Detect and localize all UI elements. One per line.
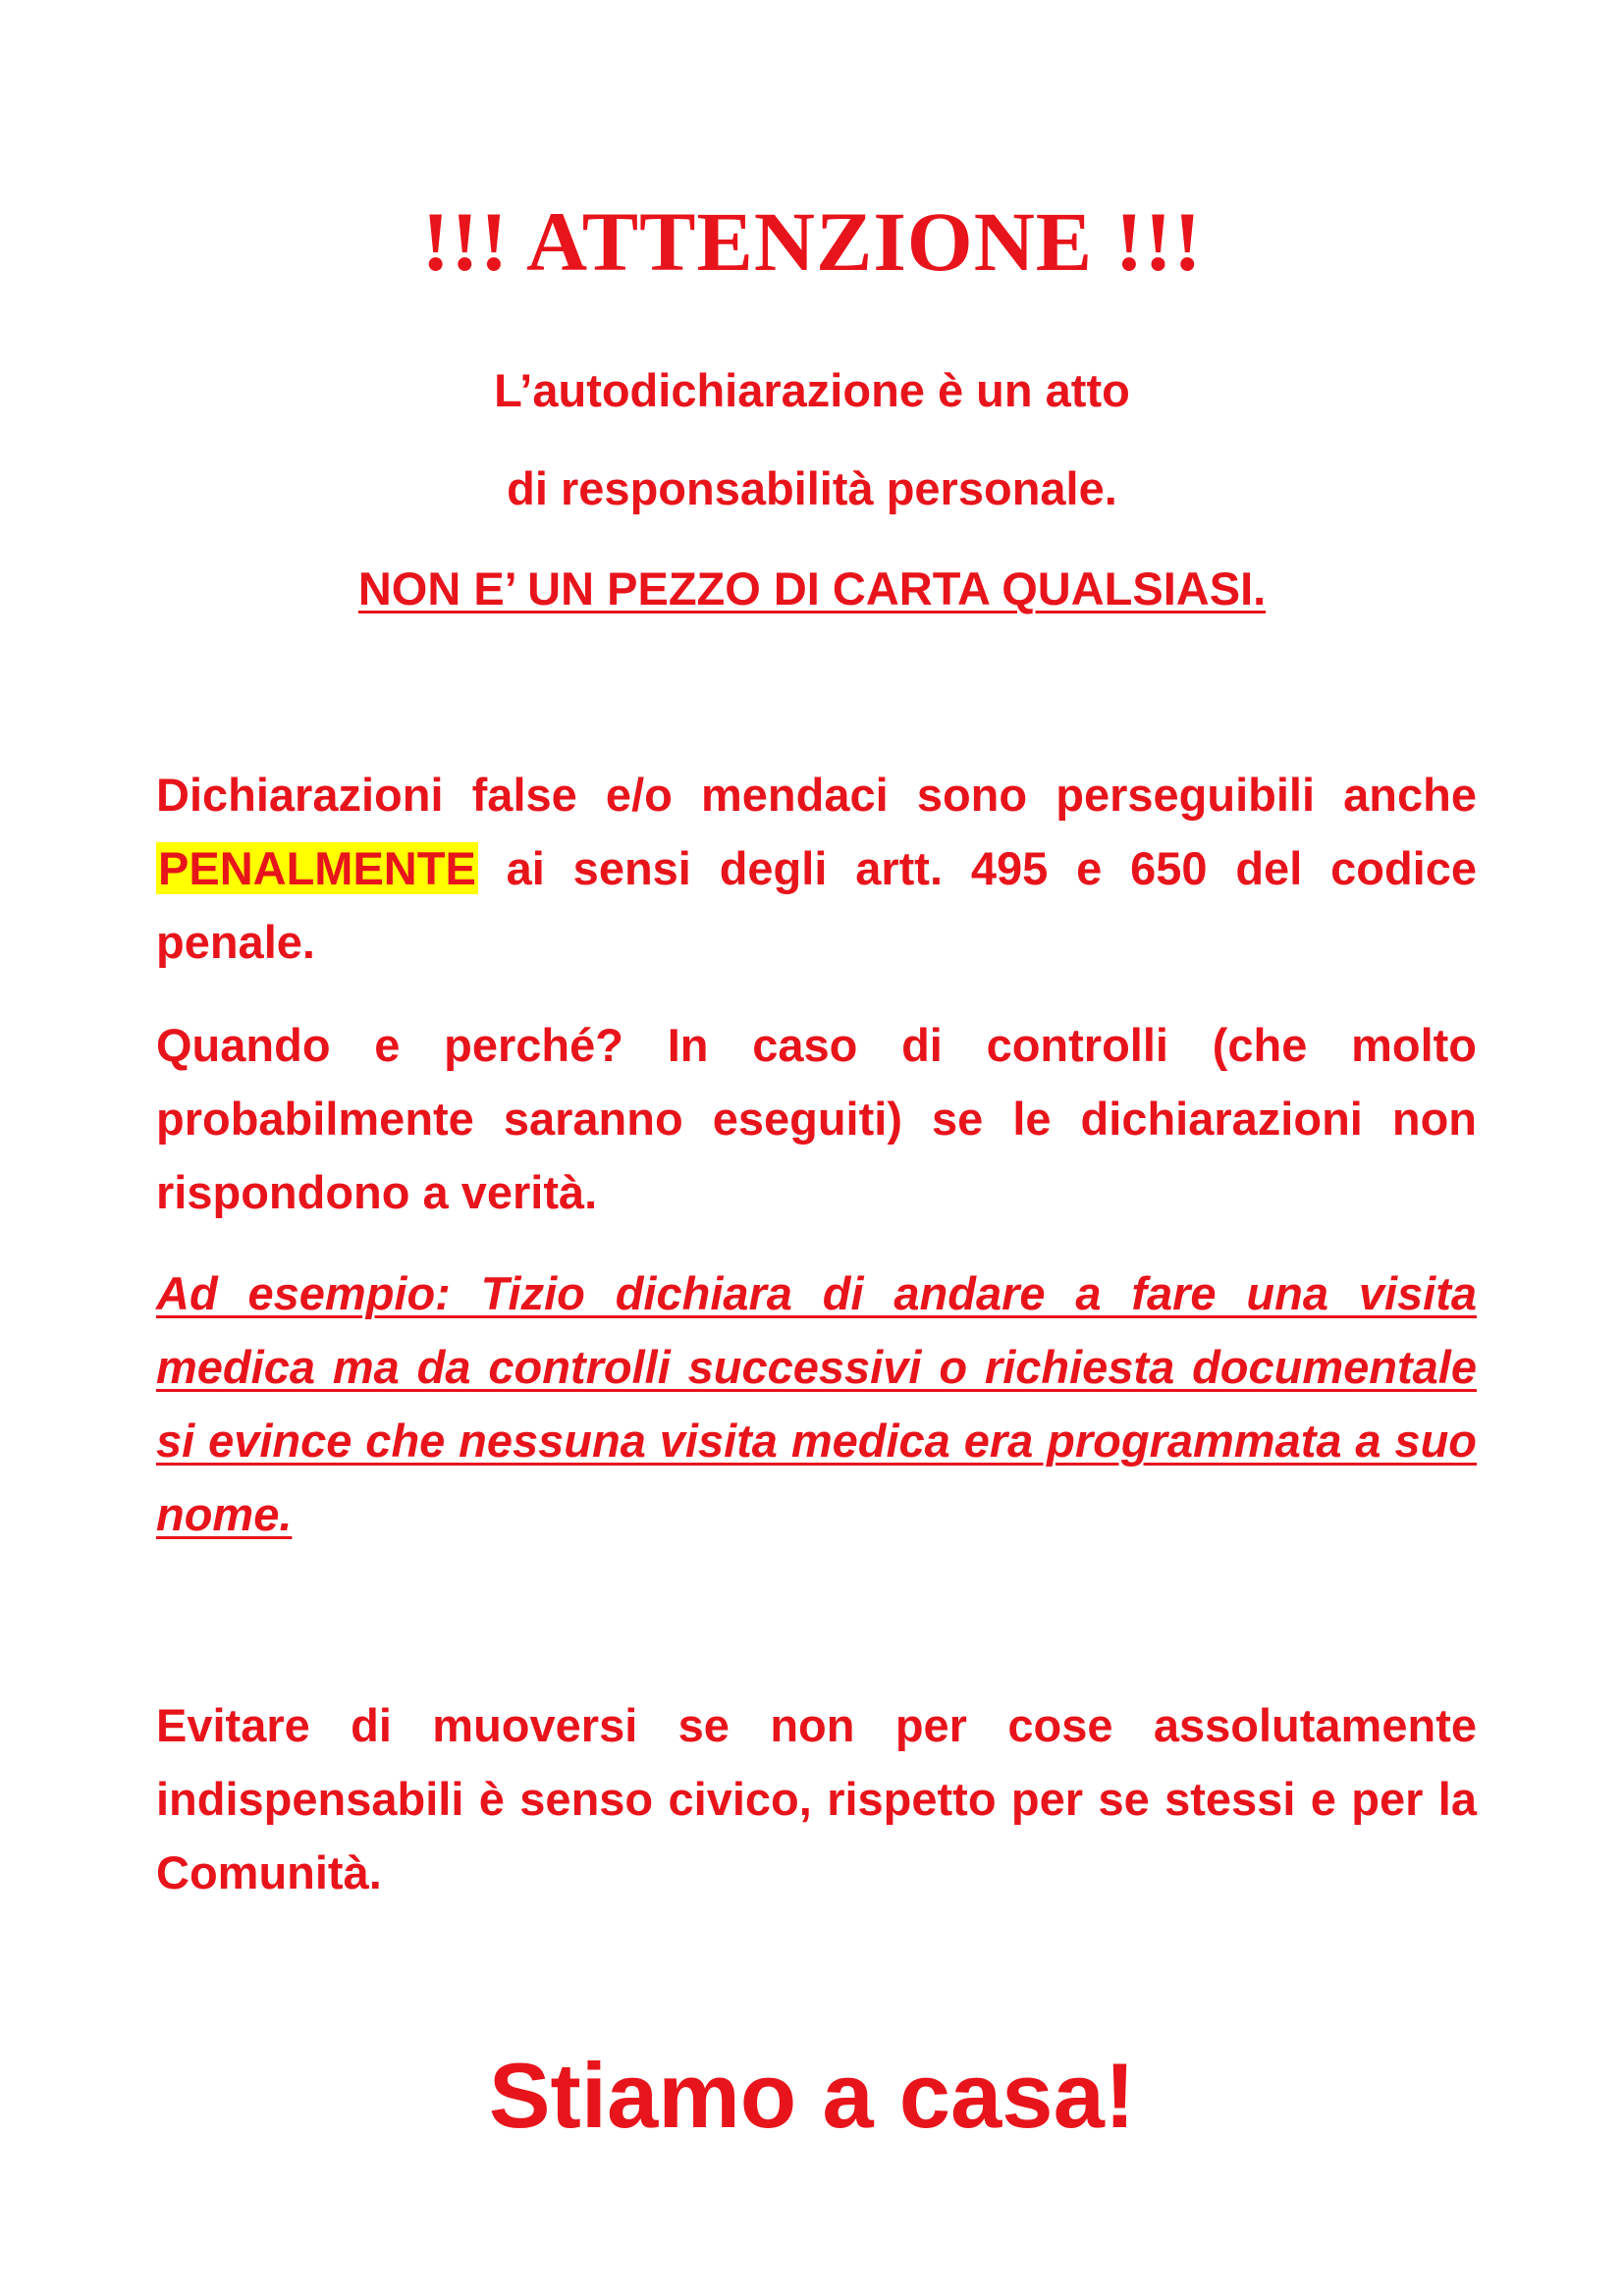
intro-line-2: di responsabilità personale. <box>507 462 1117 514</box>
page-title: !!! ATTENZIONE !!! <box>421 194 1203 289</box>
intro-line-1: L’autodichiarazione è un atto <box>494 364 1130 416</box>
paragraph-example: Ad esempio: Tizio dichiara di andare a fare una visita medica ma da controlli successivi o richiesta documentale si evince che nessuna visita medica era programmata a suo nome. <box>156 1267 1477 1540</box>
closing-slogan: Stiamo a casa! <box>488 2044 1136 2147</box>
highlighted-penalmente: PENALMENTE <box>158 842 476 894</box>
paragraph-penal-warning <box>156 758 1477 979</box>
paragraph-when-why: Quando e perché? In caso di controlli (che molto probabilmente saranno eseguiti) se le dichiarazioni non rispondono a verità. <box>156 1019 1477 1218</box>
paragraph-civic-sense: Evitare di muoversi se non per cose assolutamente indispensabili è senso civico, rispetto per se stessi e per la Comunità. <box>156 1699 1477 1898</box>
intro-line-3-underlined: NON E’ UN PEZZO DI CARTA QUALSIASI. <box>357 562 1267 614</box>
paragraph-penal-warning-start: Dichiarazioni false e/o mendaci sono perseguibili anche <box>156 769 1477 821</box>
paragraph-penal-warning-end: ai sensi degli artt. 495 e 650 del codice penale. <box>156 842 1477 968</box>
